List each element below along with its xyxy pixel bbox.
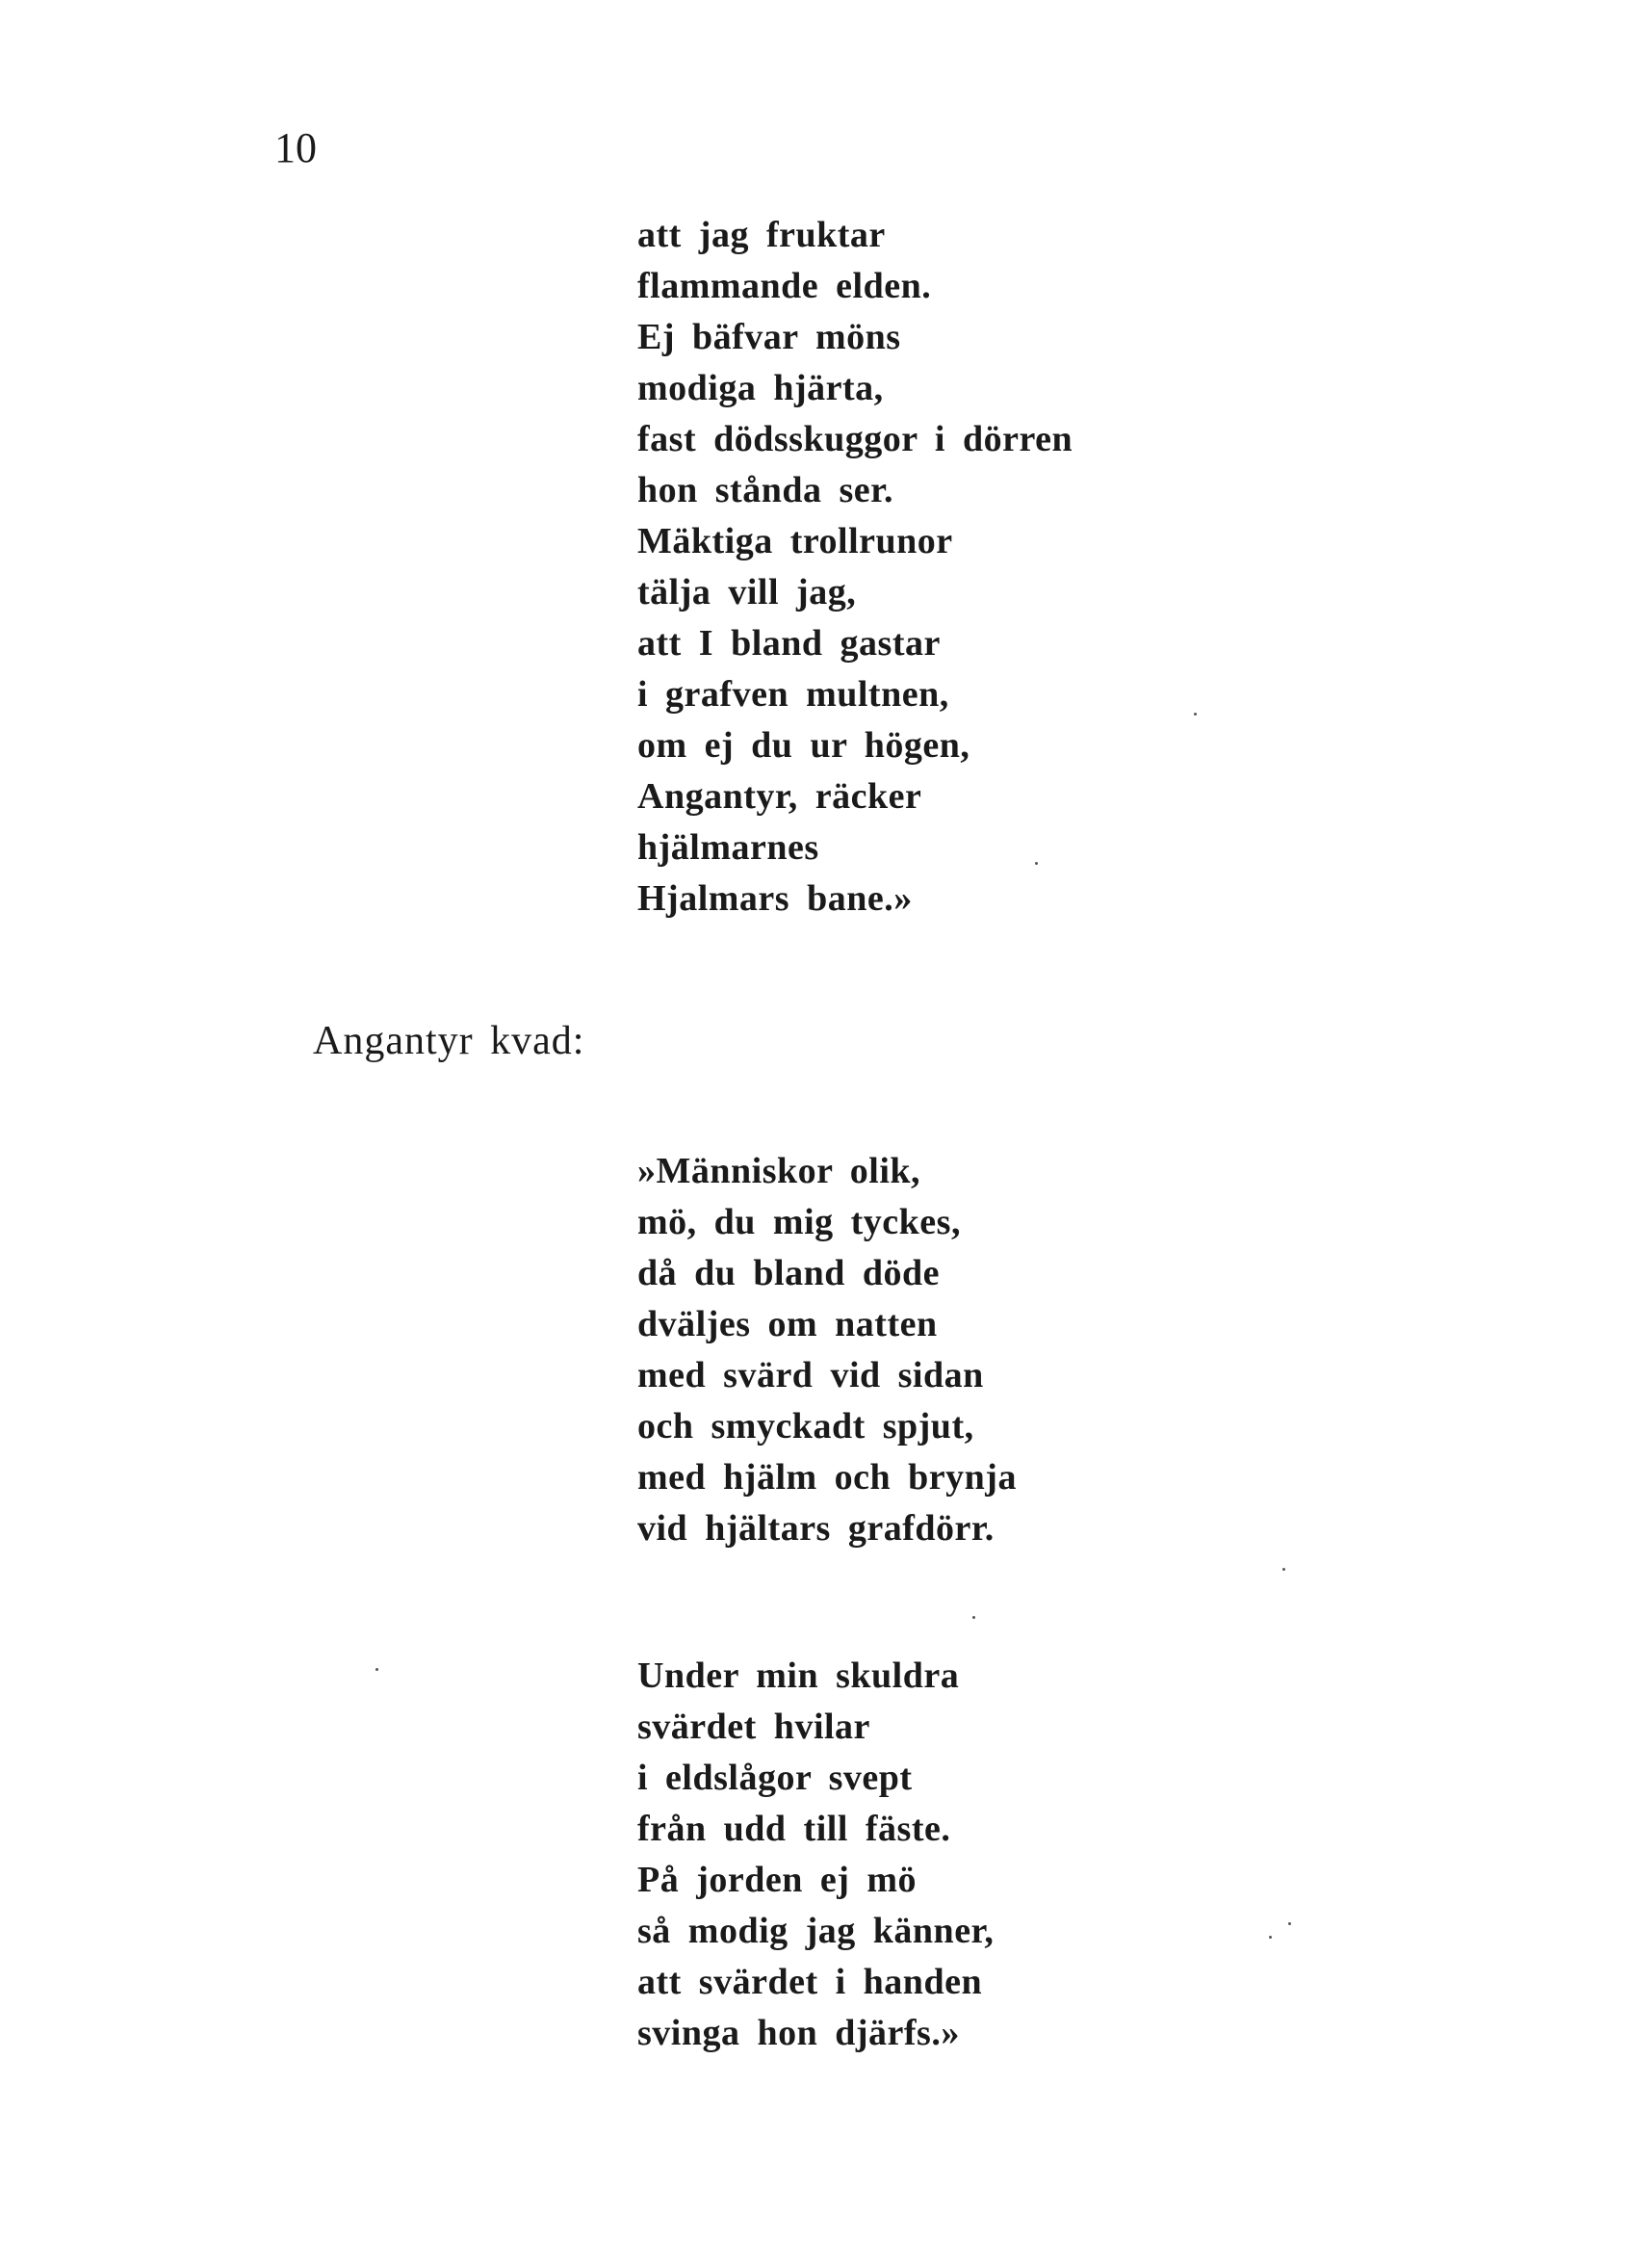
stanza-1: [637, 210, 1073, 925]
verse-line: tälja vill jag,: [637, 572, 857, 613]
verse-line: flammande elden.: [637, 266, 932, 306]
verse-line: att svärdet i handen: [637, 1962, 983, 2002]
scan-speck: [1269, 1936, 1272, 1939]
verse-line: Ej bäfvar möns: [637, 317, 901, 357]
verse-line: i grafven multnen,: [637, 674, 949, 715]
verse-line: då du bland döde: [637, 1253, 940, 1293]
stanza-2: [637, 1146, 1017, 1554]
scan-speck: [1194, 713, 1197, 716]
verse-line: från udd till fäste.: [637, 1809, 951, 1849]
verse-line: dväljes om natten: [637, 1304, 938, 1344]
verse-line: modiga hjärta,: [637, 368, 884, 408]
verse-line: svärdet hvilar: [637, 1707, 870, 1747]
stanza-3: [637, 1651, 994, 2059]
scan-speck: [1282, 1568, 1285, 1571]
verse-line: På jorden ej mö: [637, 1860, 918, 1900]
verse-line: vid hjältars grafdörr.: [637, 1508, 995, 1549]
verse-line: Angantyr, räcker: [637, 776, 922, 817]
verse-line: hon stånda ser.: [637, 470, 894, 510]
scan-speck: [972, 1616, 975, 1619]
verse-line: med hjälm och brynja: [637, 1457, 1017, 1498]
verse-line: med svärd vid sidan: [637, 1355, 984, 1395]
verse-line: och smyckadt spjut,: [637, 1406, 974, 1447]
verse-line: att I bland gastar: [637, 623, 941, 664]
verse-line: om ej du ur högen,: [637, 725, 970, 766]
speaker-heading: Angantyr kvad:: [313, 1019, 585, 1063]
scan-speck: [1035, 862, 1038, 865]
verse-line: Under min skuldra: [637, 1655, 960, 1696]
verse-line: så modig jag känner,: [637, 1911, 995, 1951]
verse-line: fast dödsskuggor i dörren: [637, 419, 1073, 459]
verse-line: svinga hon djärfs.»: [637, 2013, 960, 2053]
verse-line: »Människor olik,: [637, 1151, 921, 1191]
scan-speck: [1288, 1922, 1291, 1925]
page-number: 10: [274, 124, 317, 171]
verse-line: att jag fruktar: [637, 215, 886, 255]
verse-line: mö, du mig tyckes,: [637, 1202, 961, 1242]
verse-line: Hjalmars bane.»: [637, 878, 913, 919]
verse-line: i eldslågor svept: [637, 1758, 913, 1798]
verse-line: hjälmarnes: [637, 827, 819, 868]
scan-speck: [375, 1668, 378, 1671]
verse-line: Mäktiga trollrunor: [637, 521, 953, 561]
